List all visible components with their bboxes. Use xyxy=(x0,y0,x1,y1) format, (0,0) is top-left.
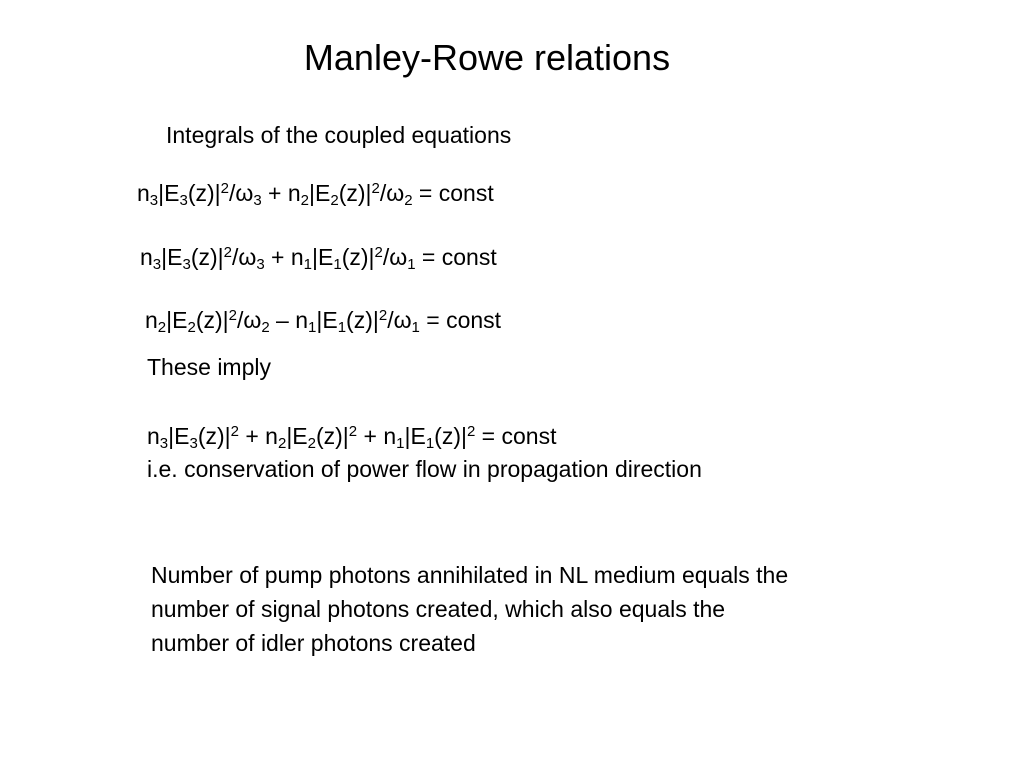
eq-subscript: 2 xyxy=(187,319,196,336)
eq-subscript: 1 xyxy=(333,256,342,273)
eq-subscript: 3 xyxy=(182,256,191,273)
eq-subscript: 3 xyxy=(256,256,265,273)
eq-superscript: 2 xyxy=(348,423,358,440)
eq-text: (z)| xyxy=(315,423,349,449)
eq-subscript: 1 xyxy=(396,435,405,452)
eq-text: = const xyxy=(475,423,557,449)
eq-subscript: 1 xyxy=(337,319,347,336)
eq-text: n xyxy=(147,423,160,449)
eq-text: |E xyxy=(286,423,308,449)
eq-superscript: 2 xyxy=(223,244,232,261)
eq-subscript: 2 xyxy=(261,319,270,336)
eq-text: /ω xyxy=(231,244,257,270)
eq-superscript: 2 xyxy=(371,180,380,197)
eq-text: |E xyxy=(166,307,188,333)
eq-text: + n xyxy=(357,423,397,449)
eq-subscript: 2 xyxy=(307,435,316,452)
eq-subscript: 3 xyxy=(253,192,262,209)
eq-subscript: 1 xyxy=(425,435,435,452)
eq-subscript: 3 xyxy=(152,256,162,273)
power-note: i.e. conservation of power flow in propagation direction xyxy=(147,456,702,482)
eq-text: (z)| xyxy=(190,244,224,270)
eq-text: /ω xyxy=(236,307,262,333)
eq-text: |E xyxy=(168,423,190,449)
eq-subscript: 2 xyxy=(404,192,413,209)
eq-text: n xyxy=(137,180,150,206)
paragraph-line: Number of pump photons annihilated in NL medium equals the xyxy=(151,562,789,588)
photon-paragraph xyxy=(151,558,951,660)
eq-superscript: 2 xyxy=(378,307,388,324)
eq-text: – n xyxy=(269,307,309,333)
eq-text: |E xyxy=(404,423,426,449)
eq-text: = const xyxy=(419,307,502,333)
equation-1 xyxy=(137,178,494,208)
eq-subscript: 3 xyxy=(159,435,169,452)
eq-superscript: 2 xyxy=(230,423,239,440)
slide-title: Manley-Rowe relations xyxy=(303,37,671,78)
eq-text: + n xyxy=(264,244,304,270)
eq-text: (z)| xyxy=(338,180,372,206)
eq-subscript: 1 xyxy=(303,256,313,273)
eq-text: n xyxy=(145,307,158,333)
eq-text: |E xyxy=(316,307,338,333)
eq-subscript: 1 xyxy=(308,319,317,336)
eq-text: /ω xyxy=(382,244,408,270)
paragraph-line: number of idler photons created xyxy=(151,630,476,656)
power-equation xyxy=(147,421,556,451)
eq-subscript: 2 xyxy=(277,435,287,452)
eq-text: (z)| xyxy=(346,307,379,333)
equation-3 xyxy=(145,305,501,335)
eq-superscript: 2 xyxy=(466,423,476,440)
eq-text: |E xyxy=(161,244,183,270)
eq-subscript: 2 xyxy=(330,192,339,209)
subtitle: Integrals of the coupled equations xyxy=(166,122,512,148)
eq-subscript: 1 xyxy=(411,319,420,336)
eq-text: (z)| xyxy=(341,244,375,270)
equation-2 xyxy=(140,242,497,272)
eq-text: (z)| xyxy=(195,307,229,333)
eq-text: + n xyxy=(238,423,278,449)
eq-subscript: 3 xyxy=(149,192,159,209)
eq-text: /ω xyxy=(228,180,254,206)
eq-subscript: 1 xyxy=(407,256,416,273)
eq-text: (z)| xyxy=(187,180,221,206)
eq-text: (z)| xyxy=(434,423,467,449)
paragraph-line: number of signal photons created, which also equals the xyxy=(151,596,726,622)
eq-text: = const xyxy=(415,244,497,270)
eq-text: |E xyxy=(309,180,331,206)
eq-superscript: 2 xyxy=(374,244,383,261)
eq-text: (z)| xyxy=(197,423,231,449)
eq-text: |E xyxy=(158,180,180,206)
eq-text: |E xyxy=(312,244,334,270)
eq-superscript: 2 xyxy=(220,180,229,197)
eq-text: /ω xyxy=(379,180,405,206)
imply-label: These imply xyxy=(147,354,271,380)
eq-subscript: 2 xyxy=(157,319,167,336)
eq-subscript: 3 xyxy=(179,192,188,209)
eq-superscript: 2 xyxy=(228,307,237,324)
eq-text: /ω xyxy=(387,307,412,333)
eq-subscript: 2 xyxy=(300,192,310,209)
eq-subscript: 3 xyxy=(189,435,198,452)
eq-text: + n xyxy=(261,180,301,206)
eq-text: n xyxy=(140,244,153,270)
eq-text: = const xyxy=(412,180,494,206)
